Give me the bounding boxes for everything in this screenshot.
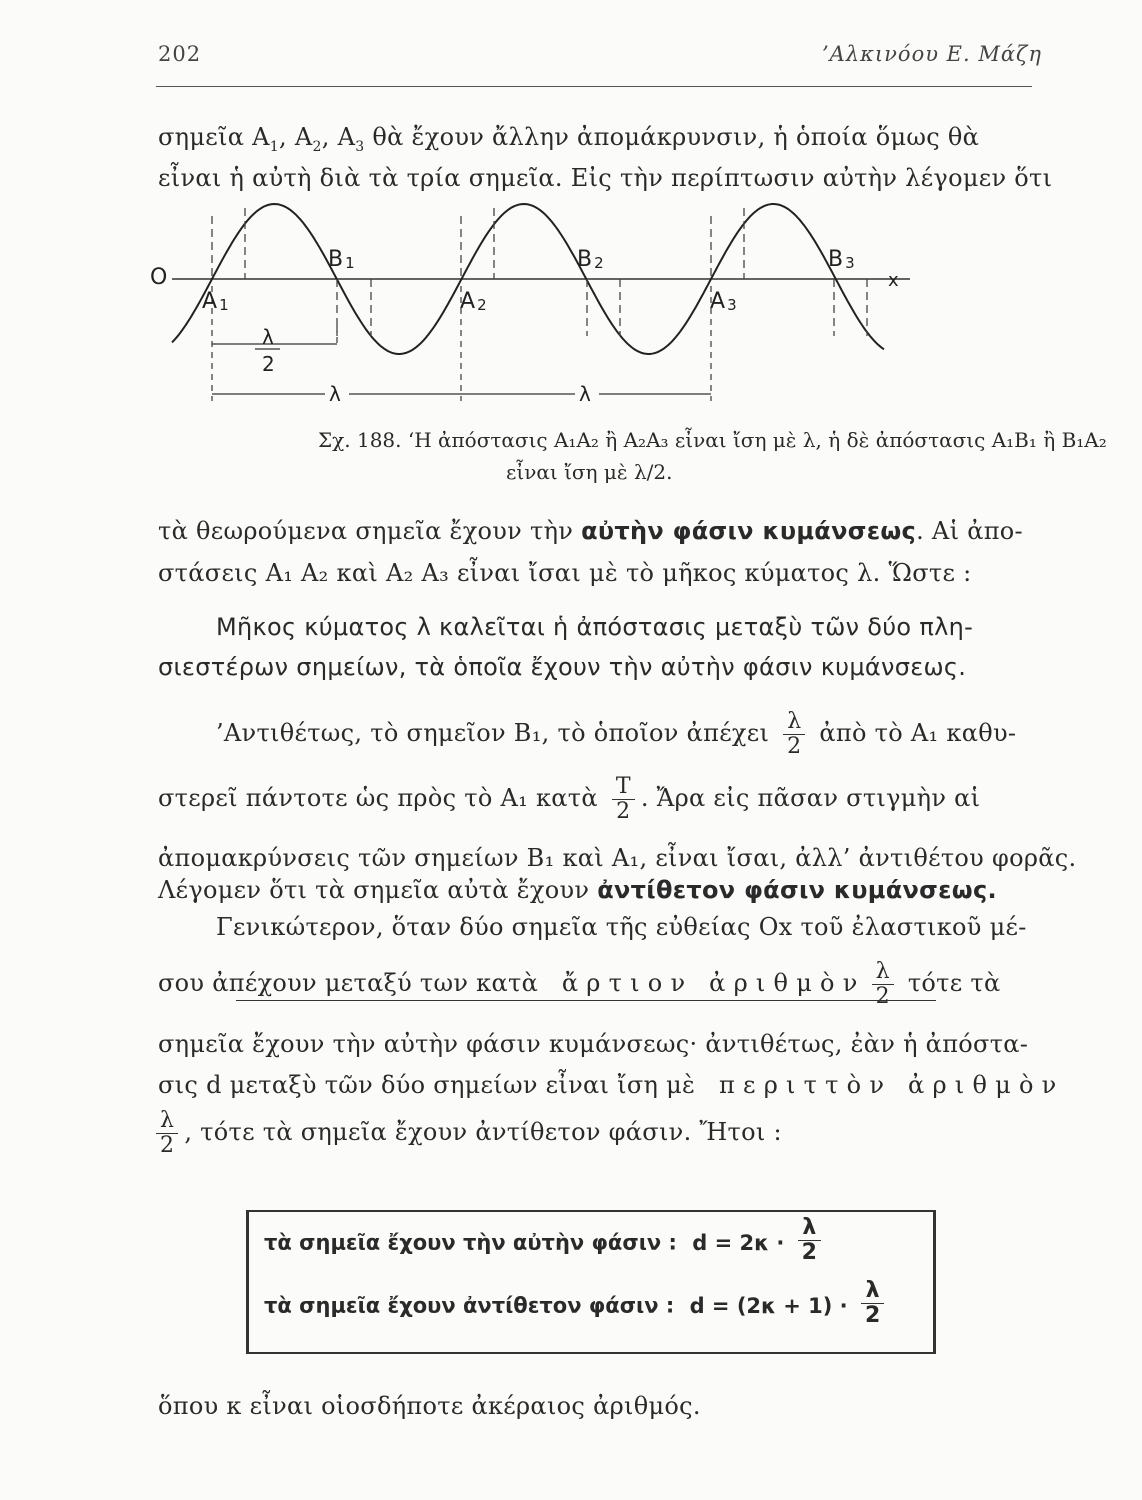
axis-x-label: x xyxy=(888,270,899,291)
vertical-markers xyxy=(212,208,867,336)
point-label-a1: A 1 xyxy=(202,289,229,314)
para2-line-4: Λέγομεν ὅτι τὰ σημεῖα αὐτὰ ἔχουν ἀντίθετον φάσιν κυμάνσεως. xyxy=(158,876,997,904)
point-label-b2: B 2 xyxy=(577,247,604,272)
para2-line-1: ’Αντιθέτως, τὸ σημεῖον B₁, τὸ ὁποῖον ἀπέχει $\frac{\lambda}{2}$ ἀπὸ τὸ A₁ καθυ- xyxy=(216,709,1017,759)
point-label-a3: A 3 xyxy=(710,289,737,314)
running-header-author: ’Αλκινόου Ε. Μάζη xyxy=(822,42,1042,66)
para3-line-1: Γενικώτερον, ὅταν δύο σημεῖα τῆς εὐθείας Ox τοῦ ἐλαστικοῦ μέ- xyxy=(216,913,1027,941)
fraction-lambda-over-2: $\frac{\lambda}{2}$ xyxy=(798,1216,821,1265)
figure-caption-line-1: Σχ. 188. ‘Η ἀπόστασις A₁A₂ ἢ A₂A₃ εἶναι ἴση μὲ λ, ἡ δὲ ἀπόστασις A₁B₁ ἢ B₁A₂ xyxy=(318,428,1107,452)
point-label-b3: B 3 xyxy=(828,247,855,272)
fraction-lambda-over-2: $\frac{\lambda}{2}$ xyxy=(872,960,894,1009)
lambda-label-1: λ xyxy=(329,382,341,406)
para1-line-2: στάσεις A₁ A₂ καὶ A₂ A₃ εἶναι ἴσαι μὲ τὸ μῆκος κύματος λ. Ὥστε : xyxy=(158,559,972,587)
fraction-T-over-2: $\frac{T}{2}$ xyxy=(612,775,635,824)
fraction-lambda-over-2: $\frac{\lambda}{2}$ xyxy=(156,1109,178,1158)
para3-line-3: σημεῖα ἔχουν τὴν αὐτὴν φάσιν κυμάνσεως· ἀντιθέτως, ἐὰν ἡ ἀπόστα- xyxy=(158,1030,1029,1058)
half-lambda-num: λ xyxy=(262,325,274,349)
intro-line-2: εἶναι ἡ αὐτὴ διὰ τὰ τρία σημεῖα. Εἰς τὴν περίπτωσιν αὐτὴν λέγομεν ὅτι xyxy=(158,164,1053,192)
opposite-phase-term: ἀντίθετον φάσιν κυμάνσεως. xyxy=(597,876,997,904)
intro-line-1: σημεῖα $A_1$, $A_2$, $A_3$ θὰ ἔχουν ἄλλην ἀπομάκρυνσιν, ἡ ὁποία ὅμως θὰ xyxy=(158,123,980,155)
formula-row-same-phase: τὰ σημεῖα ἔχουν τὴν αὐτὴν φάσιν : d = 2κ · $\frac{\lambda}{2}$ xyxy=(264,1222,827,1265)
point-label-a2: A 2 xyxy=(460,289,487,314)
para1-line-1: τὰ θεωρούμενα σημεῖα ἔχουν τὴν αὐτὴν φάσιν κυμάνσεως. Αἱ ἀπο- xyxy=(158,517,1023,545)
same-phase-term: αὐτὴν φάσιν κυμάνσεως xyxy=(581,517,917,545)
formula-box-top-rule xyxy=(236,1000,936,1001)
figure-caption-line-2: εἶναι ἴση μὲ λ/2. xyxy=(506,460,673,484)
header-rule xyxy=(156,86,1032,87)
para3-line-4: σις d μεταξὺ τῶν δύο σημείων εἶναι ἴση μὲ π ε ρ ι τ τ ὸ ν ἀ ρ ι θ μ ὸ ν xyxy=(158,1071,1057,1099)
fraction-lambda-over-2: $\frac{\lambda}{2}$ xyxy=(783,710,805,759)
para2-line-2: στερεῖ πάντοτε ὡς πρὸς τὸ A₁ κατὰ $\frac{T}{2}$ . Ἄρα εἰς πᾶσαν στιγμὴν αἱ xyxy=(158,774,981,824)
closing-line: ὅπου κ εἶναι οἱοσδήποτε ἀκέραιος ἀριθμός. xyxy=(158,1392,701,1420)
para2-line-3: ἀπομακρύνσεις τῶν σημείων B₁ καὶ A₁, εἶναι ἴσαι, ἀλλ’ ἀντιθέτου φορᾶς. xyxy=(158,844,1077,872)
para3-line-2: σου ἀπέχουν μεταξύ των κατὰ ἄ ρ τ ι ο ν ἀ ρ ι θ μ ὸ ν $\frac{\lambda}{2}$ τότε τὰ xyxy=(158,959,1001,1009)
definition-line-1: Μῆκος κύματος λ καλεῖται ἡ ἀπόστασις μεταξὺ τῶν δύο πλη- xyxy=(216,613,974,641)
lambda-label-2: λ xyxy=(579,382,591,406)
definition-line-2: σιεστέρων σημείων, τὰ ὁποῖα ἔχουν τὴν αὐτὴν φάσιν κυμάνσεως. xyxy=(158,653,967,681)
origin-label: O xyxy=(150,265,168,290)
formula-row-opposite-phase: τὰ σημεῖα ἔχουν ἀντίθετον φάσιν : d = (2κ + 1) · $\frac{\lambda}{2}$ xyxy=(264,1285,890,1328)
para3-line-5: $\frac{\lambda}{2}$ , τότε τὰ σημεῖα ἔχουν ἀντίθετον φάσιν. Ἤτοι : xyxy=(150,1102,782,1162)
wave-figure xyxy=(150,196,910,416)
half-lambda-den: 2 xyxy=(262,352,275,376)
fraction-lambda-over-2: $\frac{\lambda}{2}$ xyxy=(861,1279,884,1328)
page-number: 202 xyxy=(158,42,202,66)
point-label-b1: B 1 xyxy=(328,247,355,272)
